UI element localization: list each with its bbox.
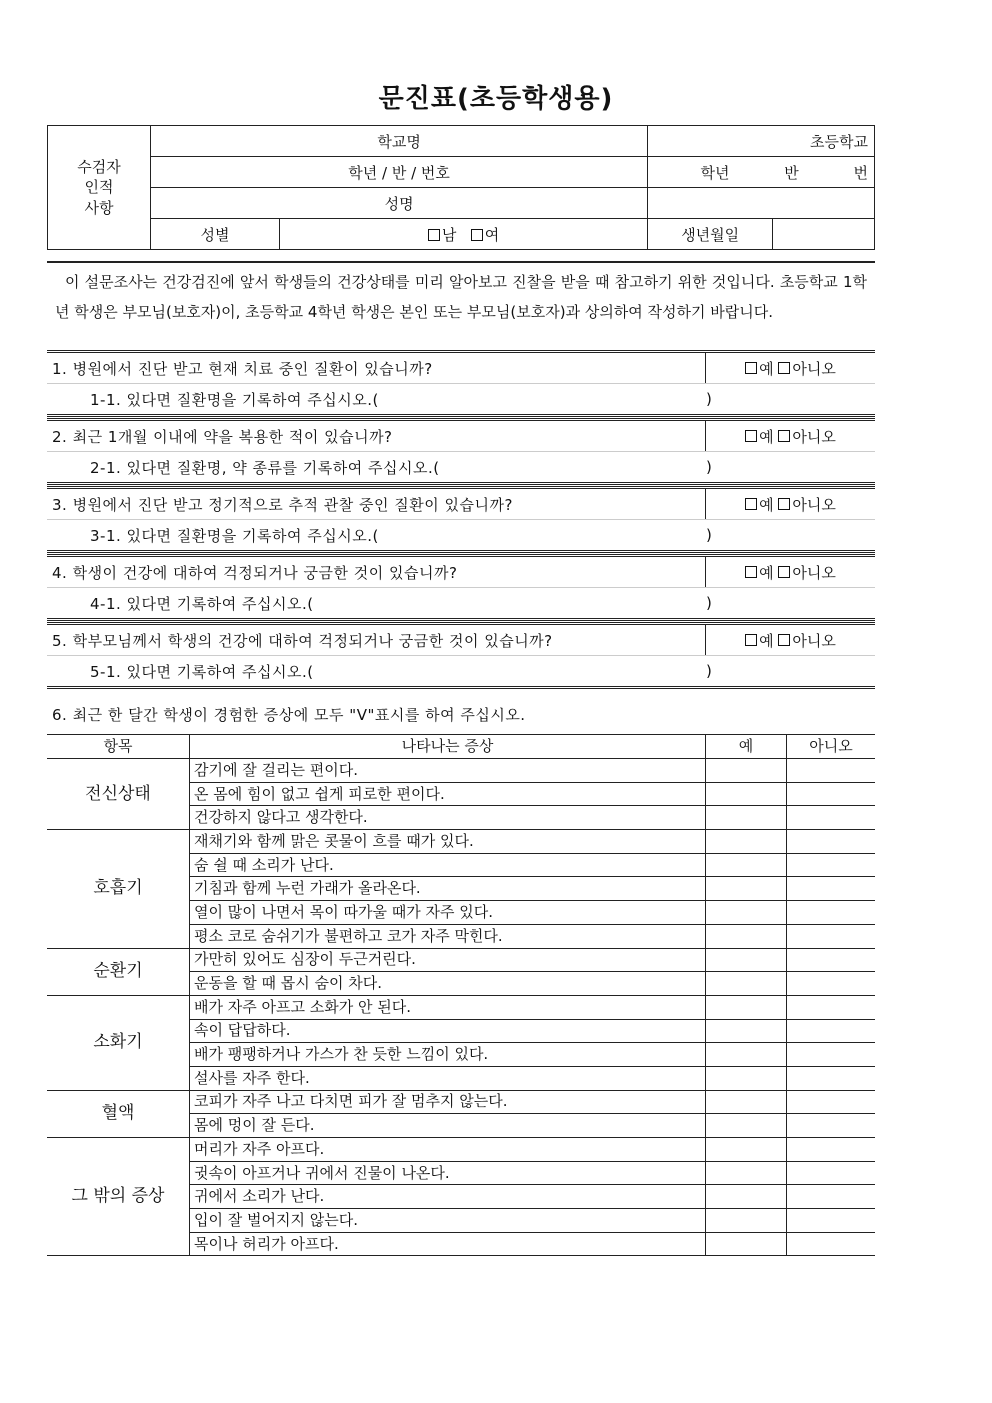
no-cell[interactable] <box>787 1066 876 1090</box>
no-cell[interactable] <box>787 1043 876 1067</box>
sub-question-text[interactable]: 1-1. 있다면 질환명을 기록하여 주십시오.( <box>90 390 379 409</box>
grade-label: 학년 / 반 / 번호 <box>151 157 648 188</box>
close-paren: ) <box>706 662 712 680</box>
no-cell[interactable] <box>787 1114 876 1138</box>
close-paren: ) <box>706 390 712 408</box>
yes-checkbox[interactable] <box>745 634 757 646</box>
no-cell[interactable] <box>787 1161 876 1185</box>
yes-checkbox[interactable] <box>745 430 757 442</box>
no-cell[interactable] <box>787 924 876 948</box>
no-checkbox[interactable] <box>778 362 790 374</box>
yes-cell[interactable] <box>706 782 787 806</box>
table-row <box>47 759 875 783</box>
question-text: 4. 학생이 건강에 대하여 걱정되거나 궁금한 것이 있습니까? <box>52 563 458 582</box>
name-field[interactable] <box>648 188 875 219</box>
yes-cell[interactable] <box>706 901 787 925</box>
no-checkbox[interactable] <box>778 498 790 510</box>
table-row <box>47 830 875 854</box>
no-cell[interactable] <box>787 759 876 783</box>
question-text: 5. 학부모님께서 학생의 건강에 대하여 걱정되거나 궁금한 것이 있습니까? <box>52 631 553 650</box>
symptom-text: 입이 잘 벌어지지 않는다. <box>190 1209 706 1233</box>
symptom-text: 목이나 허리가 아프다. <box>190 1232 706 1256</box>
symptom-text: 감기에 잘 걸리는 편이다. <box>190 759 706 783</box>
symptom-text: 운동을 할 때 몹시 숨이 차다. <box>190 972 706 996</box>
symptom-category: 전신상태 <box>47 759 190 830</box>
symptom-text: 평소 코로 숨쉬기가 불편하고 코가 자주 막힌다. <box>190 924 706 948</box>
yes-cell[interactable] <box>706 1066 787 1090</box>
yes-label: 예 <box>759 359 774 378</box>
yes-checkbox[interactable] <box>745 566 757 578</box>
symptom-text: 기침과 함께 누런 가래가 올라온다. <box>190 877 706 901</box>
yes-cell[interactable] <box>706 1232 787 1256</box>
no-label: 아니오 <box>792 631 836 650</box>
no-cell[interactable] <box>787 853 876 877</box>
yes-cell[interactable] <box>706 948 787 972</box>
yes-label: 예 <box>759 495 774 514</box>
gender-label: 성별 <box>151 219 280 250</box>
no-cell[interactable] <box>787 830 876 854</box>
answer-options <box>705 489 875 519</box>
table-row <box>47 948 875 972</box>
no-cell[interactable] <box>787 972 876 996</box>
no-cell[interactable] <box>787 877 876 901</box>
yes-cell[interactable] <box>706 995 787 1019</box>
no-cell[interactable] <box>787 901 876 925</box>
school-suffix: 초등학교 <box>810 132 868 151</box>
no-checkbox[interactable] <box>778 566 790 578</box>
yes-checkbox[interactable] <box>745 362 757 374</box>
answer-options <box>705 353 875 383</box>
symptom-text: 귓속이 아프거나 귀에서 진물이 나온다. <box>190 1161 706 1185</box>
male-checkbox[interactable] <box>428 229 440 241</box>
symptom-text: 배가 자주 아프고 소화가 안 된다. <box>190 995 706 1019</box>
yes-cell[interactable] <box>706 1043 787 1067</box>
symptom-text: 설사를 자주 한다. <box>190 1066 706 1090</box>
header-yes: 예 <box>706 735 787 759</box>
symptom-text: 배가 팽팽하거나 가스가 찬 듯한 느낌이 있다. <box>190 1043 706 1067</box>
symptom-text: 몸에 멍이 잘 든다. <box>190 1114 706 1138</box>
yes-cell[interactable] <box>706 830 787 854</box>
no-cell[interactable] <box>787 1185 876 1209</box>
personal-info-table <box>47 125 875 250</box>
yes-cell[interactable] <box>706 853 787 877</box>
yes-cell[interactable] <box>706 972 787 996</box>
intro-text: 이 설문조사는 건강검진에 앞서 학생들의 건강상태를 미리 알아보고 진찰을 받을 때 참고하기 위한 것입니다. 초등학교 1학년 학생은 부모님(보호자)이, 초등학교 4학년 학생은 본인 또는 부모님(보호자)과 상의하여 작성하기 바랍니다. <box>47 261 875 327</box>
page-title: 문진표(초등학생용) <box>378 84 614 114</box>
yes-cell[interactable] <box>706 759 787 783</box>
no-cell[interactable] <box>787 782 876 806</box>
section-label: 수검자 인적 사항 <box>48 126 151 250</box>
symptom-text: 코피가 자주 나고 다치면 피가 잘 멈추지 않는다. <box>190 1090 706 1114</box>
question-text: 2. 최근 1개월 이내에 약을 복용한 적이 있습니까? <box>52 427 393 446</box>
symptom-category: 그 밖의 증상 <box>47 1138 190 1256</box>
answer-options <box>705 421 875 451</box>
question-2 <box>47 418 875 485</box>
yes-cell[interactable] <box>706 1209 787 1233</box>
symptom-text: 가만히 있어도 심장이 두근거린다. <box>190 948 706 972</box>
header-no: 아니오 <box>787 735 876 759</box>
no-cell[interactable] <box>787 1019 876 1043</box>
school-field[interactable] <box>648 126 875 157</box>
no-cell[interactable] <box>787 995 876 1019</box>
gender-options <box>280 219 648 250</box>
symptom-text: 재채기와 함께 맑은 콧물이 흐를 때가 있다. <box>190 830 706 854</box>
no-cell[interactable] <box>787 1232 876 1256</box>
symptom-text: 머리가 자주 아프다. <box>190 1138 706 1162</box>
yes-cell[interactable] <box>706 924 787 948</box>
symptom-table <box>47 734 875 1256</box>
question-6: 6. 최근 한 달간 학생이 경험한 증상에 모두 "V"표시를 하여 주십시오. <box>52 706 526 724</box>
no-label: 아니오 <box>792 563 836 582</box>
question-4 <box>47 554 875 621</box>
yes-cell[interactable] <box>706 1185 787 1209</box>
yes-label: 예 <box>759 631 774 650</box>
no-cell[interactable] <box>787 1138 876 1162</box>
symptom-text: 속이 답답하다. <box>190 1019 706 1043</box>
table-row <box>47 1138 875 1162</box>
male-label: 남 <box>441 225 457 244</box>
table-row <box>47 995 875 1019</box>
female-checkbox[interactable] <box>471 229 483 241</box>
name-label: 성명 <box>151 188 648 219</box>
close-paren: ) <box>706 526 712 544</box>
header-symptom: 나타나는 증상 <box>190 735 706 759</box>
question-text: 1. 병원에서 진단 받고 현재 치료 중인 질환이 있습니까? <box>52 359 433 378</box>
close-paren: ) <box>706 458 712 476</box>
symptom-category: 소화기 <box>47 995 190 1090</box>
grade-values: 학년 반 번 <box>700 163 868 182</box>
symptom-text: 열이 많이 나면서 목이 따가울 때가 자주 있다. <box>190 901 706 925</box>
symptom-text: 온 몸에 힘이 없고 쉽게 피로한 편이다. <box>190 782 706 806</box>
no-checkbox[interactable] <box>778 634 790 646</box>
question-5 <box>47 622 875 689</box>
sub-question-text[interactable]: 3-1. 있다면 질환명을 기록하여 주십시오.( <box>90 526 379 545</box>
no-cell[interactable] <box>787 1209 876 1233</box>
grade-field[interactable] <box>648 157 875 188</box>
female-label: 여 <box>484 225 500 244</box>
sub-question-text[interactable]: 5-1. 있다면 기록하여 주십시오.( <box>90 662 314 681</box>
question-text: 3. 병원에서 진단 받고 정기적으로 추적 관찰 중인 질환이 있습니까? <box>52 495 513 514</box>
school-label: 학교명 <box>151 126 648 157</box>
symptom-text: 건강하지 않다고 생각한다. <box>190 806 706 830</box>
answer-options <box>705 625 875 655</box>
table-row <box>47 1090 875 1114</box>
sub-question-text[interactable]: 4-1. 있다면 기록하여 주십시오.( <box>90 594 314 613</box>
yes-label: 예 <box>759 563 774 582</box>
yes-checkbox[interactable] <box>745 498 757 510</box>
no-checkbox[interactable] <box>778 430 790 442</box>
question-3 <box>47 486 875 553</box>
symptom-category: 순환기 <box>47 948 190 995</box>
no-cell[interactable] <box>787 1090 876 1114</box>
yes-cell[interactable] <box>706 877 787 901</box>
yes-cell[interactable] <box>706 1090 787 1114</box>
sub-question-text[interactable]: 2-1. 있다면 질환명, 약 종류를 기록하여 주십시오.( <box>90 458 440 477</box>
no-label: 아니오 <box>792 495 836 514</box>
header-category: 항목 <box>47 735 190 759</box>
question-1 <box>47 350 875 417</box>
close-paren: ) <box>706 594 712 612</box>
birth-field[interactable] <box>773 219 875 250</box>
symptom-text: 귀에서 소리가 난다. <box>190 1185 706 1209</box>
yes-cell[interactable] <box>706 806 787 830</box>
answer-options <box>705 557 875 587</box>
yes-cell[interactable] <box>706 1114 787 1138</box>
no-cell[interactable] <box>787 806 876 830</box>
symptom-category: 호흡기 <box>47 830 190 948</box>
birth-label: 생년월일 <box>648 219 773 250</box>
symptom-text: 숨 쉴 때 소리가 난다. <box>190 853 706 877</box>
yes-cell[interactable] <box>706 1138 787 1162</box>
no-cell[interactable] <box>787 948 876 972</box>
yes-label: 예 <box>759 427 774 446</box>
symptom-category: 혈액 <box>47 1090 190 1137</box>
no-label: 아니오 <box>792 427 836 446</box>
no-label: 아니오 <box>792 359 836 378</box>
yes-cell[interactable] <box>706 1019 787 1043</box>
yes-cell[interactable] <box>706 1161 787 1185</box>
